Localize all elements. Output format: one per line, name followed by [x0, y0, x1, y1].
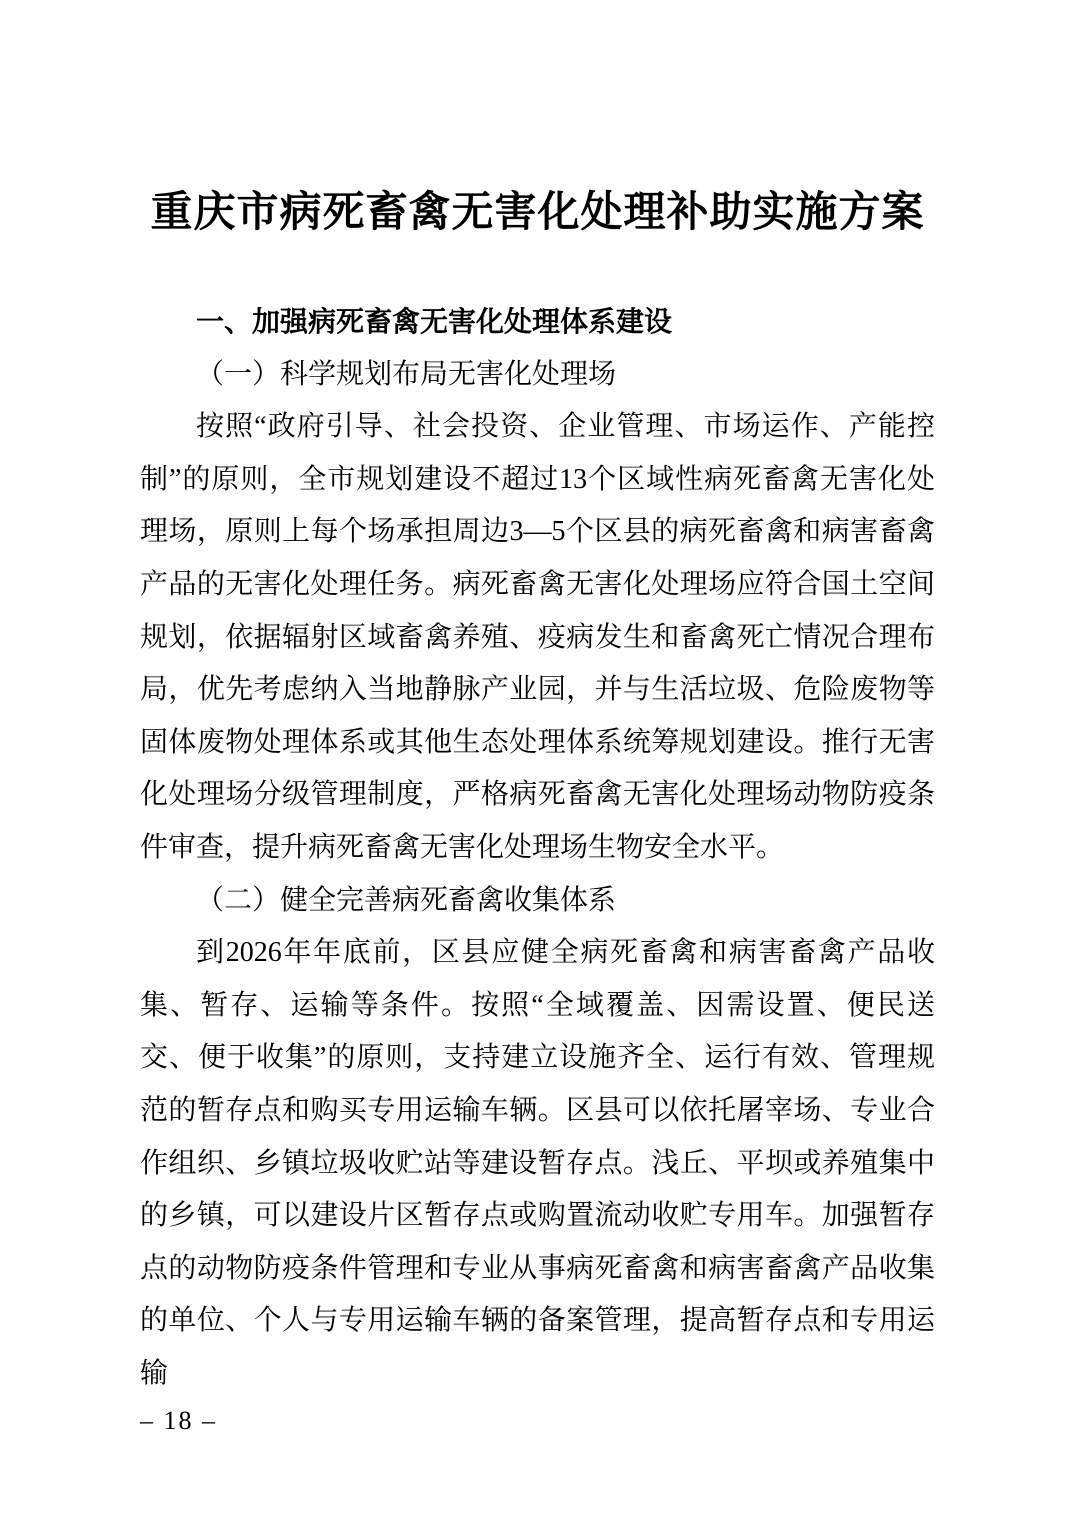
document-title: 重庆市病死畜禽无害化处理补助实施方案	[150, 190, 925, 236]
document-body	[140, 296, 935, 1400]
section-1-heading: 一、加强病死畜禽无害化处理体系建设	[196, 306, 673, 337]
page-number: – 18 –	[140, 1406, 217, 1435]
subsection-1-heading: （一）科学规划布局无害化处理场	[196, 358, 617, 390]
subsection-2-heading: （二）健全完善病死畜禽收集体系	[196, 884, 617, 916]
subsection-2-paragraph: 到2026年年底前，区县应健全病死畜禽和病害畜禽产品收集、暂存、运输等条件。按照“全域覆盖、因需设置、便民送交、便于收集”的原则，支持建立设施齐全、运行有效、管理规范的暂存点和购买专用运输车辆。区县可以依托屠宰场、专业合作组织、乡镇垃圾收贮站等建设暂存点。浅丘、平坝或养殖集中的乡镇，可以建设片区暂存点或购置流动收贮专用车。加强暂存点的动物防疫条件管理和专业从事病死畜禽和病害畜禽产品收集的单位、个人与专用运输车辆的备案管理，提高暂存点和专用运输	[140, 937, 935, 1389]
subsection-1-paragraph: 按照“政府引导、社会投资、企业管理、市场运作、产能控制”的原则，全市规划建设不超过13个区域性病死畜禽无害化处理场，原则上每个场承担周边3—5个区县的病死畜禽和病害畜禽产品的无害化处理任务。病死畜禽无害化处理场应符合国土空间规划，依据辐射区域畜禽养殖、疫病发生和畜禽死亡情况合理布局，优先考虑纳入当地静脉产业园，并与生活垃圾、危险废物等固体废物处理体系或其他生态处理体系统筹规划建设。推行无害化处理场分级管理制度，严格病死畜禽无害化处理场动物防疫条件审查，提升病死畜禽无害化处理场生物安全水平。	[140, 411, 935, 863]
